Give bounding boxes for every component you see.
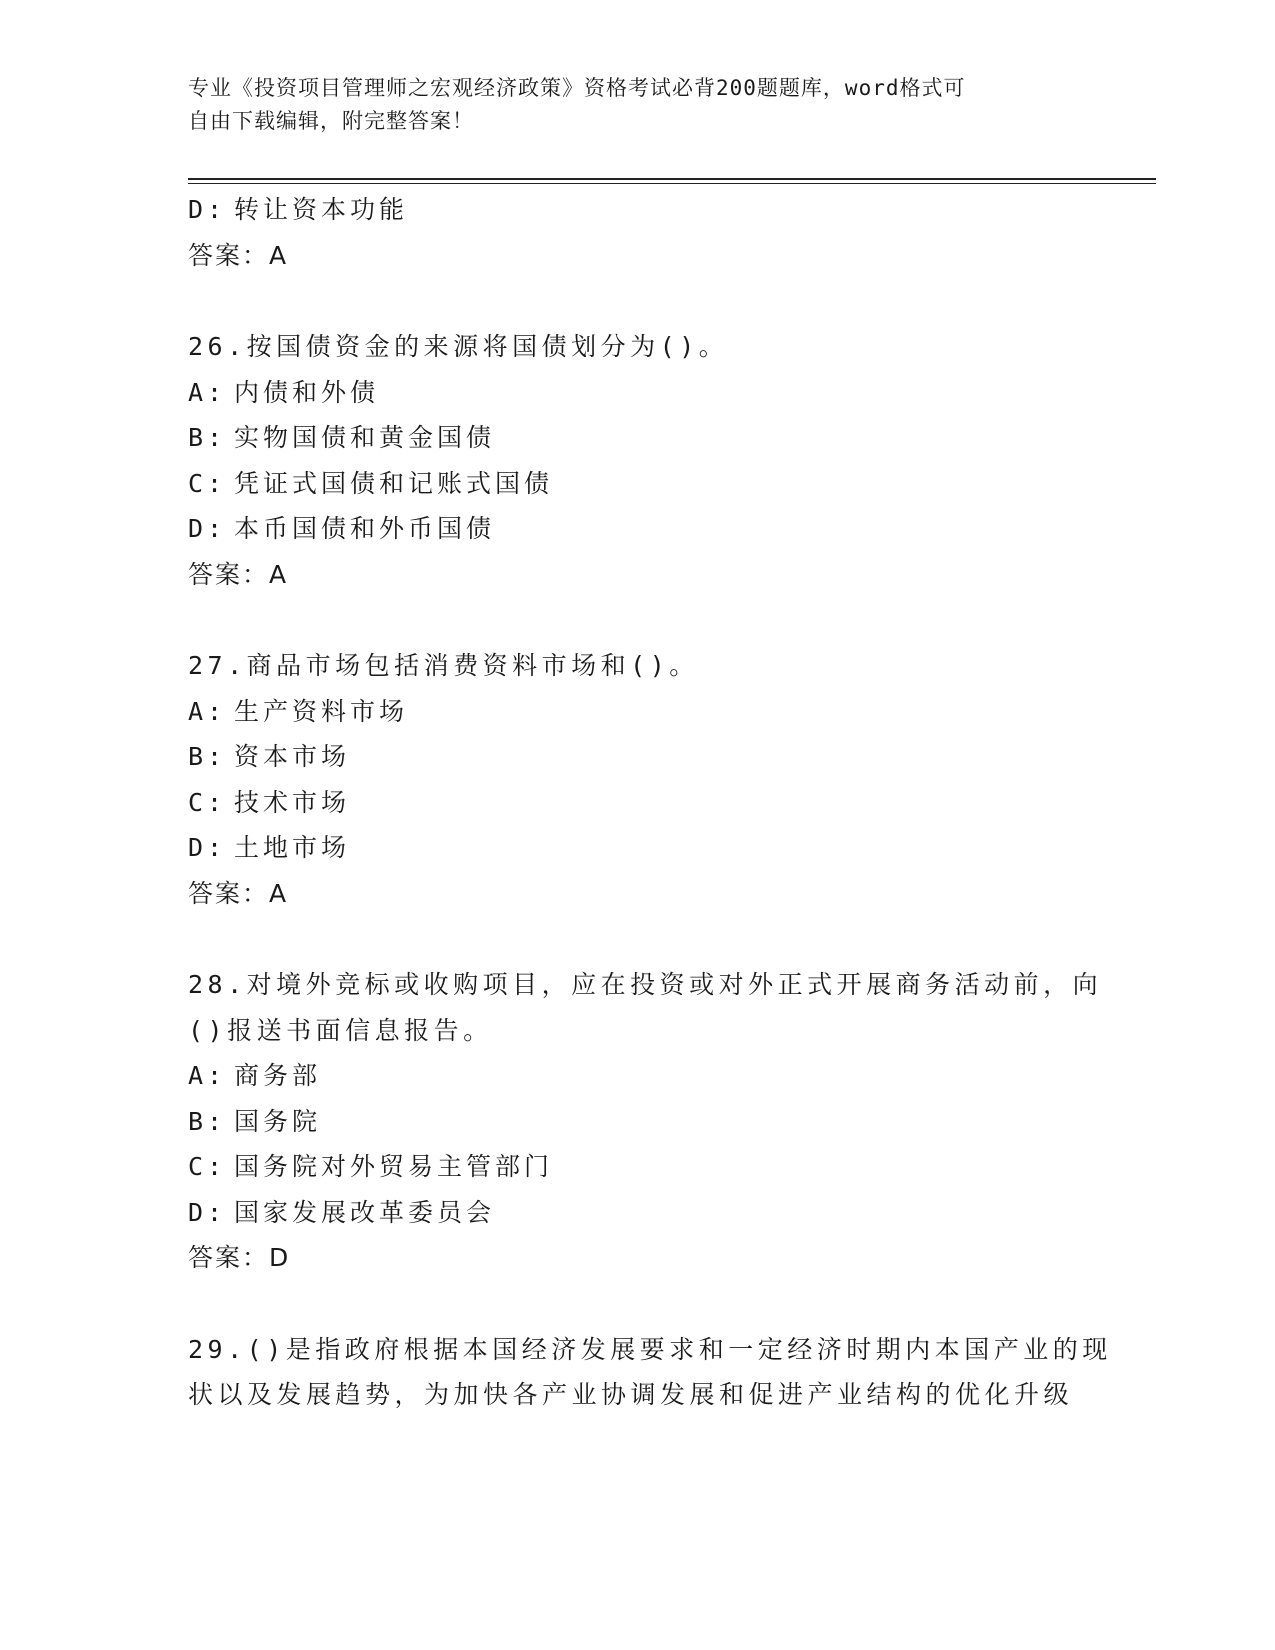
- option-key: C:: [188, 468, 227, 498]
- spacer: [188, 1281, 1088, 1327]
- option-text: 实物国债和黄金国债: [234, 423, 496, 452]
- option-text: 资本市场: [234, 742, 351, 771]
- question-list: [188, 187, 1112, 1418]
- option-key: D:: [188, 514, 227, 543]
- question-stem: [188, 962, 1103, 1053]
- stem-line: 26.按国债资金的来源将国债划分为()。: [188, 332, 729, 361]
- option-a: [188, 689, 1088, 735]
- answer: 答案：A: [188, 559, 289, 589]
- stem-line: 27.商品市场包括消费资料市场和()。: [188, 651, 699, 680]
- header-line-1: 专业《投资项目管理师之宏观经济政策》资格考试必背200题题库，word格式可: [188, 76, 966, 100]
- option-d: [188, 1190, 1088, 1236]
- option-c: [188, 780, 1088, 826]
- stem-line: 状以及发展趋势，为加快各产业协调发展和促进产业结构的优化升级: [188, 1380, 1074, 1409]
- option-text: 技术市场: [234, 787, 351, 817]
- answer: 答案：A: [188, 240, 289, 270]
- option-key: A:: [188, 1061, 227, 1090]
- option-a: [188, 1053, 1088, 1099]
- option-text: 国务院对外贸易主管部门: [234, 1152, 554, 1181]
- option-text: 土地市场: [234, 833, 351, 862]
- option-c: [188, 1144, 1088, 1190]
- option-key: A:: [188, 377, 227, 407]
- option-text: 生产资料市场: [234, 696, 409, 726]
- header-line-2: 自由下载编辑，附完整答案！: [188, 109, 474, 133]
- question-stem: [188, 643, 1088, 689]
- option-d: [188, 506, 1088, 552]
- option-a: [188, 370, 1088, 416]
- question-stem: [188, 324, 1088, 370]
- option-text: 凭证式国债和记账式国债: [234, 468, 554, 498]
- option-b: [188, 1099, 1088, 1145]
- answer: 答案：A: [188, 878, 289, 908]
- header-divider: [188, 178, 1156, 184]
- option-b: [188, 415, 1088, 461]
- question-29: [188, 1327, 1112, 1418]
- stem-line: ()报送书面信息报告。: [188, 1015, 493, 1045]
- spacer: [188, 916, 1088, 962]
- question-27: [188, 643, 1088, 916]
- option-key: B:: [188, 742, 227, 771]
- page-header: [188, 72, 1088, 138]
- stem-line: 29.()是指政府根据本国经济发展要求和一定经济时期内本国产业的现: [188, 1334, 1112, 1364]
- spacer: [188, 278, 1088, 324]
- option-key: C:: [188, 787, 227, 817]
- stem-line: 28.对境外竞标或收购项目，应在投资或对外正式开展商务活动前，向: [188, 970, 1103, 999]
- prev-question: [188, 187, 1088, 278]
- option-key: C:: [188, 1152, 227, 1181]
- option-key: D:: [188, 833, 227, 862]
- option-key: B:: [188, 1106, 227, 1136]
- question-stem: [188, 1327, 1112, 1418]
- option-text: 内债和外债: [234, 377, 380, 407]
- option-text: 转让资本功能: [234, 195, 409, 224]
- answer: 答案：D: [188, 1243, 291, 1272]
- option-key: D:: [188, 1197, 227, 1227]
- spacer: [188, 597, 1088, 643]
- option-text: 国务院: [234, 1106, 322, 1136]
- question-28: [188, 962, 1103, 1281]
- option-text: 国家发展改革委员会: [234, 1197, 496, 1227]
- option-d: [188, 825, 1088, 871]
- option-d: [188, 187, 1088, 233]
- option-key: D:: [188, 195, 227, 224]
- option-c: [188, 461, 1088, 507]
- option-key: A:: [188, 696, 227, 726]
- option-text: 商务部: [234, 1061, 322, 1090]
- option-b: [188, 734, 1088, 780]
- option-text: 本币国债和外币国债: [234, 514, 496, 543]
- option-key: B:: [188, 423, 227, 452]
- question-26: [188, 324, 1088, 597]
